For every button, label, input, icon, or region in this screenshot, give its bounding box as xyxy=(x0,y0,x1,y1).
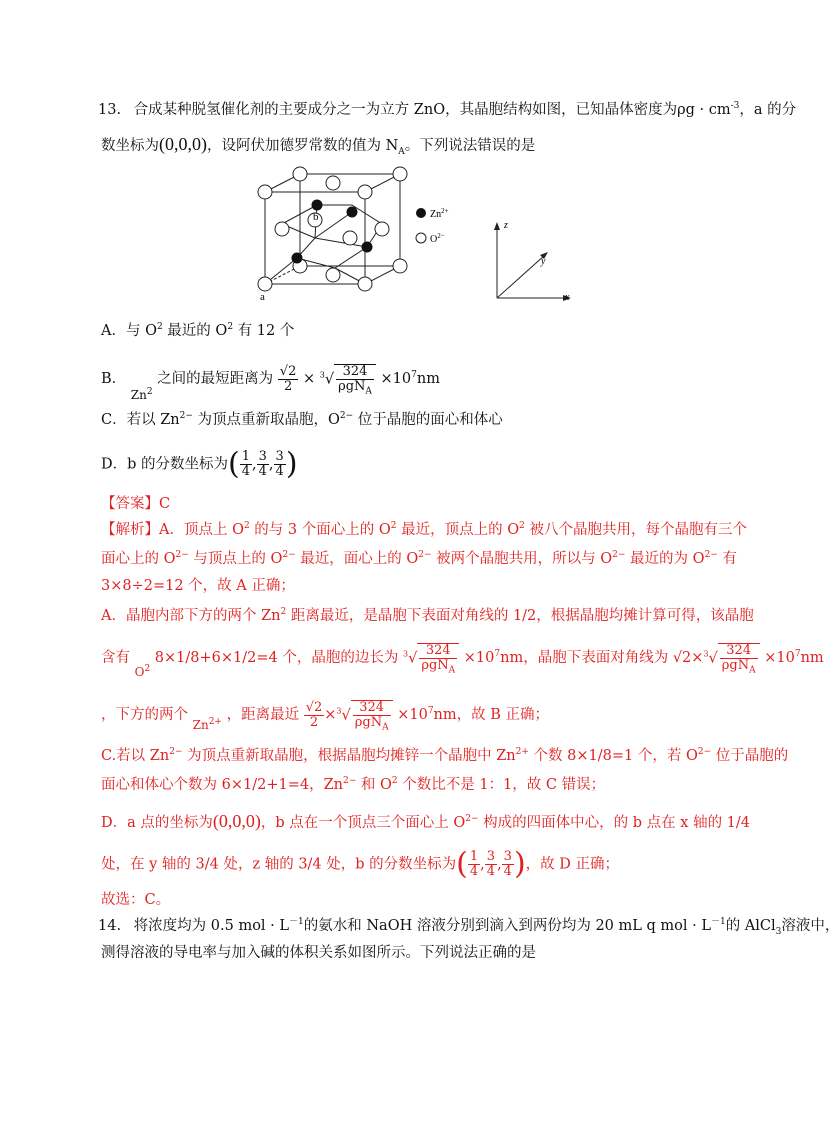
q13-option-d: D．b 的分数坐标为( $\frac{1}{4}$ , $\frac{3}{4}$ , $\frac{3}{4}$ ) xyxy=(101,446,298,482)
analysis-line3: 3×8÷2=12 个，故 A 正确； xyxy=(101,578,295,594)
analysis-line5: 含有 $_{O^2}$ 8×1/8+6×1/2=4 个，晶胞的边长为 $^3$√ $\frac{324}{\rho gN_A}$ $\times 10^7nm$，晶胞下表面对角线为 √2×$^3$√ $\frac{324}{\rho gN_A}$ $\times 10^7nm$ xyxy=(101,643,824,679)
q13-option-b: B． $_{Zn^2}$ 之间的最短距离为 $\frac{√2}{2}$ × $^3$√ $\frac{324}{\rho gN_A}$ $\times 10^7nm$ xyxy=(101,363,440,402)
q13-stem-line2: 数坐标为(0,0,0)，设阿伏加德罗常数的值为 $N_A$。下列说法错误的是 xyxy=(101,134,536,157)
answer-label: 【答案】C xyxy=(101,496,171,512)
axis-z-label: z xyxy=(504,220,508,231)
axis-x-label: x xyxy=(565,292,570,303)
q14-line1: 14. 将浓度均为 0.5 mol · $L^{-1}$的氨水和 NaOH 溶液分别到滴入到两份均为 20 mL q mol · $L^{-1}$的 AlCl$_3$溶液中， xyxy=(98,917,839,937)
analysis-line8: 面心和体心个数为 6×1/2+1=4，$Zn^{2-}$ 和 $O^2$ 个数比不是 1：1，故 C 错误； xyxy=(101,776,606,793)
label-a: a xyxy=(260,291,265,303)
analysis-line10: 处，在 y 轴的 3/4 处，z 轴的 3/4 处，b 的分数坐标为( $\frac{1}{4}$ , $\frac{3}{4}$ , $\frac{3}{4}$ )，故 D 正确； xyxy=(101,846,620,882)
q13-stem-line1: 13. 合成某种脱氢催化剂的主要成分之一为立方 ZnO，其晶胞结构如图，已知晶体密度为$\rho g \cdot cm^{-3}$，a 的分 xyxy=(98,101,797,118)
q13-option-a: A．与 $O^2$ 最近的 $O^2$ 有 12 个 xyxy=(101,322,295,339)
analysis-line2: 面心上的 $O^{2-}$ 与顶点上的 $O^{2-}$ 最近，面心上的 $O^{2-}$ 被两个晶胞共用，所以与 $O^{2-}$ 最近的为 $O^{2-}$ 有 xyxy=(101,550,737,567)
legend-zn: $Zn^{2+}$ xyxy=(430,207,449,220)
analysis-line4: A．晶胞内部下方的两个 Zn$^2$ 距离最近，是晶胞下表面对角线的 1/2，根据晶胞均摊计算可得，该晶胞 xyxy=(101,607,754,624)
analysis-line9: D．a 点的坐标为(0,0,0)，b 点在一个顶点三个面心上 $O^{2-}$ 构成的四面体中心，的 b 点在 x 轴的 1/4 xyxy=(101,811,751,831)
q14-number: 14. xyxy=(98,918,122,934)
legend-o: $O^{2-}$ xyxy=(430,232,445,245)
q13-number: 13. xyxy=(98,102,122,118)
crystal-cell-diagram xyxy=(255,160,585,305)
analysis-line6: ，下方的两个 $_{Zn^{2+}}$ ，距离最近 $\frac{√2}{2}$ ×$^3$√ $\frac{324}{\rho gN_A}$ $\times 10^7nm$，故 B 正确； xyxy=(101,699,550,733)
label-b: b xyxy=(313,211,319,223)
q13-option-c: C．若以 $Zn^{2-}$ 为顶点重新取晶胞，$O^{2-}$ 位于晶胞的面心和体心 xyxy=(101,411,503,428)
q14-line2: 测得溶液的导电率与加入碱的体积关系如图所示。下列说法正确的是 xyxy=(101,945,536,961)
analysis-line7: C.若以 $Zn^{2-}$ 为顶点重新取晶胞，根据晶胞均摊锌一个晶胞中 $Zn^{2+}$ 个数 8×1/8=1 个，若 $O^{2-}$ 位于晶胞的 xyxy=(101,747,789,764)
analysis-line11: 故选：C。 xyxy=(101,892,171,908)
axis-y-label: y xyxy=(541,256,546,267)
analysis-line1: 【解析】A．顶点上 $O^2$ 的与 3 个面心上的 $O^2$ 最近，顶点上的 $O^2$ 被八个晶胞共用，每个晶胞有三个 xyxy=(101,521,747,538)
